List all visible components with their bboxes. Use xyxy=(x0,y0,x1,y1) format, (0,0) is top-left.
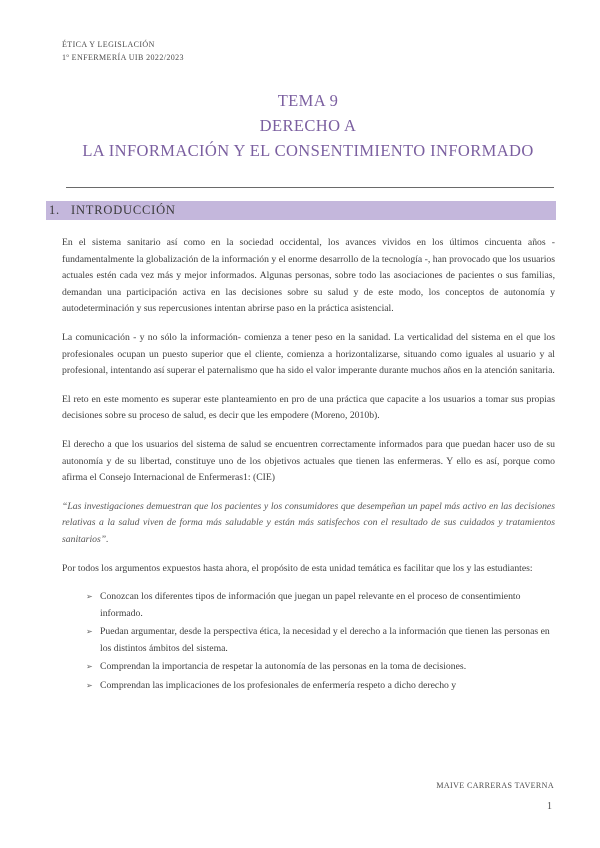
list-item-text: Puedan argumentar, desde la perspectiva ética, la necesidad y el derecho a la información que tienen las personas en los distintos ámbitos del sistema. xyxy=(100,626,550,654)
list-item xyxy=(86,589,555,622)
arrow-bullet-icon: ➢ xyxy=(86,681,93,691)
list-item-text: Conozcan los diferentes tipos de información que juegan un papel relevante en el proceso de consentimiento informado. xyxy=(100,591,521,619)
title-line-3: LA INFORMACIÓN Y EL CONSENTIMIENTO INFORMADO xyxy=(82,141,534,160)
section-number: 1. xyxy=(49,203,60,217)
footer-author: MAIVE CARRERAS TAVERNA xyxy=(436,781,554,790)
arrow-bullet-icon: ➢ xyxy=(86,627,93,637)
section-title: INTRODUCCIÓN xyxy=(71,203,176,217)
objectives-list xyxy=(62,589,555,695)
list-item-text: Comprendan la importancia de respetar la autonomía de las personas en la toma de decisiones. xyxy=(100,661,467,673)
page-number: 1 xyxy=(547,801,552,812)
title-divider xyxy=(66,187,554,188)
topic-number: TEMA 9 xyxy=(277,91,339,110)
document-title xyxy=(62,88,554,163)
header-course: ÉTICA Y LEGISLACIÓN xyxy=(62,40,155,49)
list-item xyxy=(86,659,555,676)
title-line-2: DERECHO A xyxy=(259,116,357,135)
arrow-bullet-icon: ➢ xyxy=(86,592,93,602)
paragraph: En el sistema sanitario así como en la sociedad occidental, los avances vividos en los últimos cincuenta años - fundamentalmente la globalización de la información y el enorme desarrollo de la tecnología -, han provocado que los usuarios actuales estén cada vez más y mejor informados. Algunas personas, sobre todo las asociaciones de pacientes o sus familias, demandan una participación activa en las decisiones sobre su salud y de este modo, los conceptos de autonomía y autodeterminación y sus repercusiones intentan abrirse paso en la práctica asistencial. xyxy=(62,237,555,315)
list-intro: Por todos los argumentos expuestos hasta ahora, el propósito de esta unidad temática es facilitar que los y las estudiantes: xyxy=(62,562,533,574)
list-item xyxy=(86,678,555,695)
list-item xyxy=(86,624,555,657)
quote-paragraph: “Las investigaciones demuestran que los pacientes y los consumidores que desempeñan un papel más activo en las decisiones relativas a la salud viven de forma más saludable y están más satisfechos con el resultado de sus cuidados y tratamientos sanitarios”. xyxy=(62,500,555,545)
paragraph: El derecho a que los usuarios del sistema de salud se encuentren correctamente informados para que puedan hacer uso de su autonomía y de su libertad, constituye uno de los objetivos actuales que tienen las enfermeras. Y ello es así, porque como afirma el Consejo Internacional de Enfermeras1: (CIE) xyxy=(62,438,555,484)
arrow-bullet-icon: ➢ xyxy=(86,662,93,672)
paragraph: El reto en este momento es superar este planteamiento en pro de una práctica que capacite a los usuarios a tomar sus propias decisiones sobre su proceso de salud, es decir que les empodere (Moreno, 2010b). xyxy=(62,393,555,422)
section-heading xyxy=(46,201,556,220)
list-item-text: Comprendan las implicaciones de los profesionales de enfermería respeto a dicho derecho y xyxy=(100,680,457,692)
paragraph: La comunicación - y no sólo la información- comienza a tener peso en la sanidad. La verticalidad del sistema en el que los profesionales ocupan un puesto superior que el cliente, comienza a horizontalizarse, situando como iguales al usuario y al profesional, intentando así superar el paternalismo que ha sido el valor imperante durante muchos años en la atención sanitaria. xyxy=(62,331,555,377)
body-content xyxy=(62,235,555,697)
header-program: 1º ENFERMERÍA UIB 2022/2023 xyxy=(62,53,184,62)
page-header xyxy=(62,38,184,64)
